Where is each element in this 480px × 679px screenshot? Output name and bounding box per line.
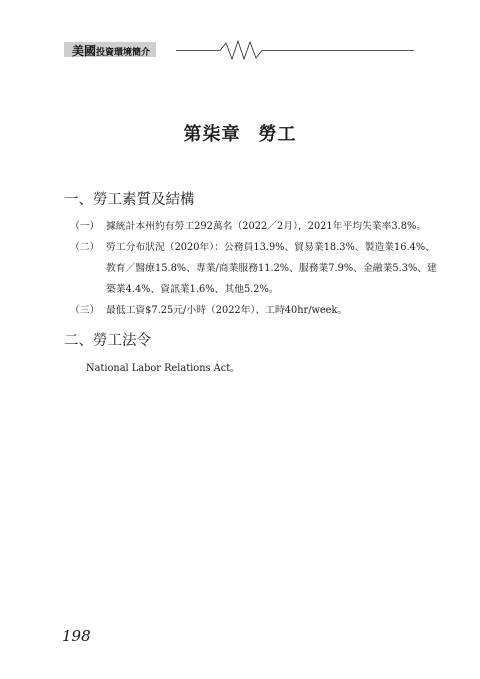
list-item-text-continued: 教育／醫療15.8%、專業/商業服務11.2%、服務業7.9%、金融業5.3%、建 — [106, 263, 437, 274]
list-item-number: （三） — [70, 305, 100, 316]
list-item-text: 勞工分布狀況（2020年）：公務員13.9%、貿易業18.3%、製造業16.4%、 — [106, 242, 435, 253]
list-item-number: （一） — [70, 221, 100, 232]
list-item-text: 最低工資$7.25元/小時（2022年）、工時40hr/week。 — [106, 305, 348, 316]
header-label-subtitle: 投資環境簡介 — [96, 48, 151, 58]
list-item — [70, 216, 427, 237]
section-heading-labor-structure: 一、勞工素質及結構 — [64, 192, 195, 208]
chapter-number: 第柒章 — [183, 124, 241, 145]
header-label — [64, 42, 156, 57]
list-item-text-continued: 築業4.4%、資訊業1.6%、其他5.2%。 — [106, 284, 279, 295]
list-item-text: 據統計本州約有勞工292萬名（2022／2月），2021年平均失業率3.8%。 — [106, 221, 427, 232]
section-heading-labor-law: 二、勞工法令 — [64, 333, 151, 349]
running-header — [64, 38, 414, 62]
list-item — [70, 237, 437, 300]
header-wave-line-icon — [176, 38, 414, 62]
header-label-country: 美國 — [72, 44, 97, 58]
page-number: 198 — [62, 627, 91, 645]
list-item-number: （二） — [70, 242, 100, 253]
list-item — [70, 300, 420, 321]
labor-law-text: National Labor Relations Act。 — [86, 363, 240, 374]
chapter-name: 勞工 — [258, 124, 297, 145]
chapter-title — [0, 120, 480, 146]
